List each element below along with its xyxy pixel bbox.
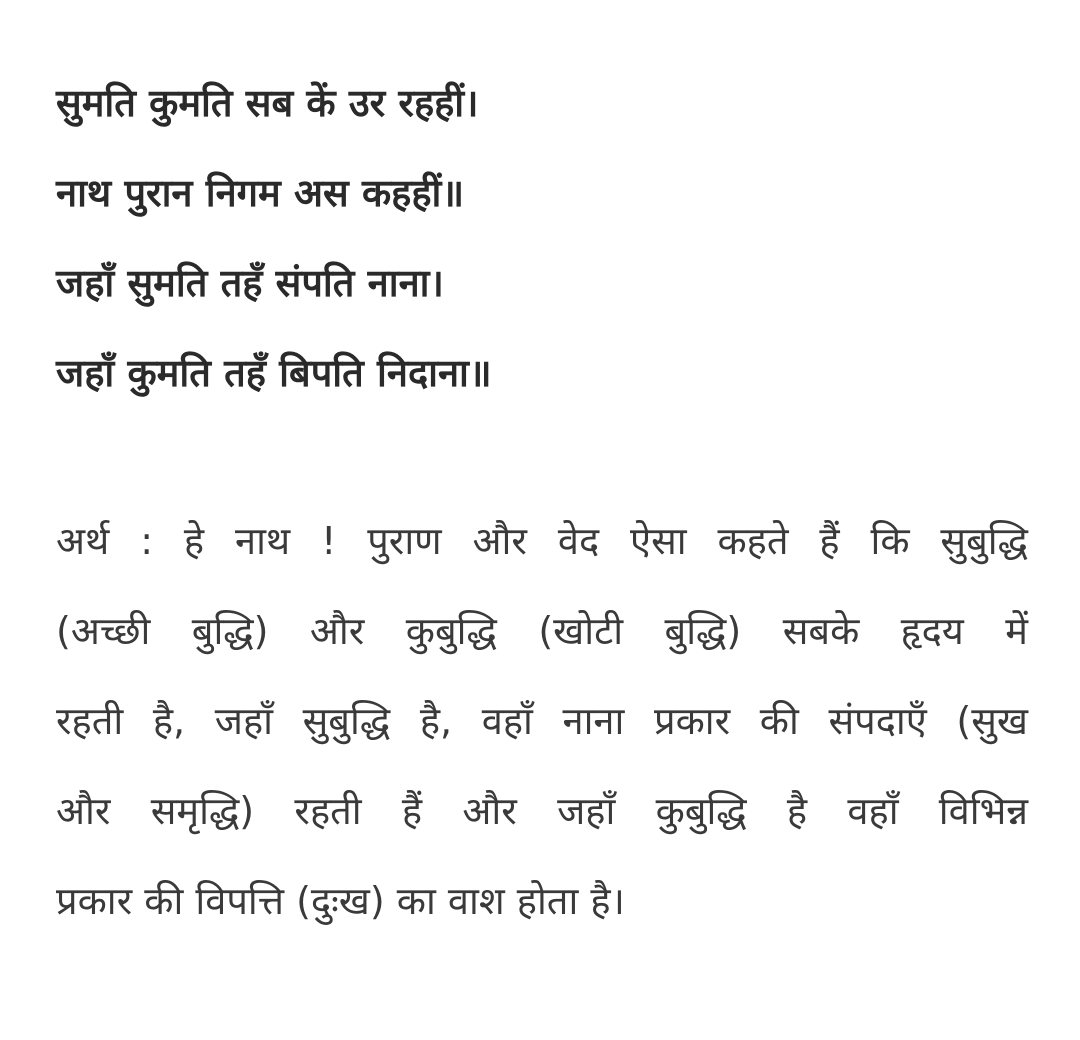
meaning-line-4: और समृद्धि) रहती हैं और जहाँ कुबुद्धि है वहाँ विभिन्न — [56, 789, 1028, 833]
meaning-line-2: (अच्छी बुद्धि) और कुबुद्धि (खोटी बुद्धि) सबके हृदय में — [56, 609, 1028, 653]
verse-line-2: नाथ पुरान निगम अस कहहीं॥ — [56, 171, 465, 215]
verse-block — [56, 58, 1036, 418]
meaning-paragraph — [56, 496, 1028, 946]
meaning-line-5: प्रकार की विपत्ति (दुःख) का वाश होता है। — [56, 879, 625, 923]
meaning-line-1: अर्थ : हे नाथ ! पुराण और वेद ऐसा कहते हैं कि सुबुद्धि — [56, 519, 1028, 563]
verse-line-4: जहाँ कुमति तहँ बिपति निदाना॥ — [56, 351, 492, 395]
document-body — [56, 58, 1036, 946]
verse-line-3: जहाँ सुमति तहँ संपति नाना। — [56, 261, 444, 305]
meaning-line-3: रहती है, जहाँ सुबुद्धि है, वहाँ नाना प्रकार की संपदाएँ (सुख — [56, 699, 1028, 743]
verse-line-1: सुमति कुमति सब कें उर रहहीं। — [56, 81, 479, 125]
